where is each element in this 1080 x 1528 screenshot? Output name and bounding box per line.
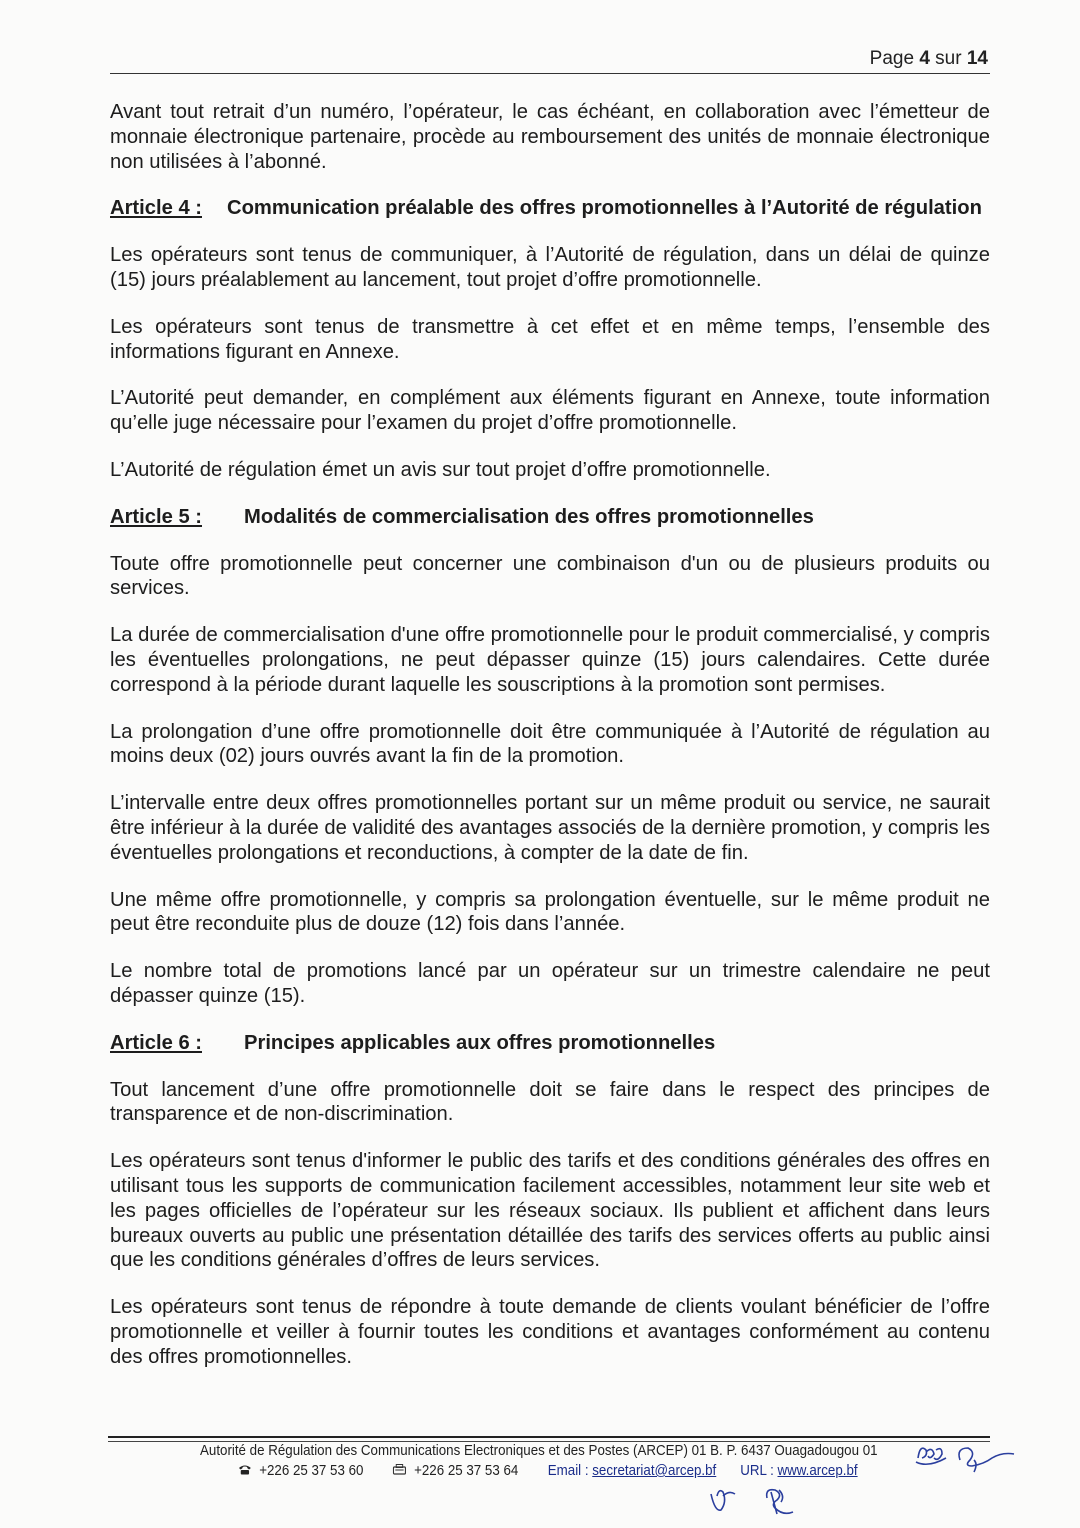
- article-6-paragraph: Les opérateurs sont tenus de répondre à toute demande de clients voulant bénéficier de l’offre promotionnelle et veiller à fournir toutes les conditions et avantages conformément au contenu des offres promotionnelles.: [110, 1296, 990, 1368]
- article-6-heading: [110, 1031, 990, 1056]
- page-current: 4: [919, 48, 930, 69]
- fax-icon: [393, 1463, 411, 1479]
- article-5-paragraph: Le nombre total de promotions lancé par un opérateur sur un trimestre calendaire ne peut dépasser quinze (15).: [110, 960, 990, 1007]
- article-5-paragraph: Une même offre promotionnelle, y compris sa prolongation éventuelle, sur le même produit ne peut être reconduite plus de douze (12) fois dans l’année.: [110, 888, 990, 936]
- article-4-paragraph: L’Autorité de régulation émet un avis sur tout projet d’offre promotionnelle.: [110, 458, 771, 481]
- article-5-number: Article 5 :: [110, 505, 202, 528]
- footer-email-link[interactable]: secretariat@arcep.bf: [592, 1463, 717, 1479]
- footer-rule-thick: [108, 1436, 990, 1438]
- page-number: Page 4 sur 14: [869, 48, 988, 69]
- document-body: [110, 100, 990, 1391]
- article-6-title: Principes applicables aux offres promotionnelles: [244, 1031, 716, 1054]
- article-5-paragraph: L’intervalle entre deux offres promotionnelles portant sur un même produit ou service, ne saurait être inférieur à la durée de validité des avantages associés de la dernière promotion, y compris les éventuelles prolongations et reconductions, à compter de la date de fin.: [110, 792, 990, 864]
- article-5-title: Modalités de commercialisation des offres promotionnelles: [244, 505, 814, 528]
- footer-phone: +226 25 37 53 60: [259, 1463, 364, 1479]
- telephone-icon: [238, 1463, 256, 1479]
- article-4-paragraph: L’Autorité peut demander, en complément aux éléments figurant en Annexe, toute information qu’elle juge nécessaire pour l’examen du projet d’offre promotionnelle.: [110, 387, 990, 435]
- article-4-heading: [110, 196, 990, 221]
- article-4-paragraph: Les opérateurs sont tenus de transmettre à cet effet et en même temps, l’ensemble des informations figurant en Annexe.: [110, 315, 990, 363]
- article-4-number: Article 4 :: [110, 197, 202, 220]
- article-6-paragraph: Tout lancement d’une offre promotionnelle doit se faire dans le respect des principes de transparence et de non-discrimination.: [110, 1078, 990, 1126]
- footer-address: Autorité de Régulation des Communications Electroniques et des Postes (ARCEP) 01 B. P. 6437 Ouagadougou 01: [200, 1443, 878, 1459]
- article-4-paragraph: Les opérateurs sont tenus de communiquer, à l’Autorité de régulation, dans un délai de quinze (15) jours préalablement au lancement, tout projet d’offre promotionnelle.: [110, 244, 990, 291]
- handwritten-initials-lower: [705, 1482, 805, 1522]
- article-5-paragraph: La prolongation d’une offre promotionnelle doit être communiquée à l’Autorité de régulation au moins deux (02) jours ouvrés avant la fin de la promotion.: [110, 720, 990, 768]
- article-4-title: Communication préalable des offres promotionnelles à l’Autorité de régulation: [227, 197, 982, 220]
- footer-url-link[interactable]: www.arcep.bf: [777, 1463, 858, 1479]
- page-total: 14: [966, 48, 988, 69]
- footer-email-label: Email :: [547, 1463, 589, 1479]
- article-6-paragraph: Les opérateurs sont tenus d'informer le public des tarifs et des conditions générales des offres en utilisant tous les supports de communication facilement accessibles, notamment leur site web et les pages officielles de l’opérateur sur les réseaux sociaux. Ils publient et affichent dans leurs bureaux ouverts au public une présentation détaillée des tarifs des services offerts au public ainsi que les conditions générales d’offres de leurs services.: [110, 1150, 990, 1272]
- intro-paragraph: Avant tout retrait d’un numéro, l’opérateur, le cas échéant, en collaboration avec l’émetteur de monnaie électronique partenaire, procède au remboursement des unités de monnaie électronique non utilisées à l’abonné.: [110, 101, 990, 173]
- handwritten-initials: [912, 1438, 1022, 1478]
- article-5-paragraph: Toute offre promotionnelle peut concerner une combinaison d'un ou de plusieurs produits ou services.: [110, 552, 990, 600]
- article-5-heading: [110, 505, 990, 530]
- footer-rule-thin: [108, 1441, 990, 1442]
- footer-contacts: [238, 1463, 858, 1479]
- article-6-number: Article 6 :: [110, 1031, 202, 1054]
- footer-fax: +226 25 37 53 64: [414, 1463, 519, 1479]
- article-5-paragraph: La durée de commercialisation d'une offre promotionnelle pour le produit commercialisé, y compris les éventuelles prolongations, ne peut dépasser quinze (15) jours calendaires. Cette durée correspond à la période durant laquelle les souscriptions à la promotion sont permises.: [110, 624, 990, 696]
- header-rule: [110, 73, 990, 74]
- footer-url-label: URL :: [740, 1463, 774, 1479]
